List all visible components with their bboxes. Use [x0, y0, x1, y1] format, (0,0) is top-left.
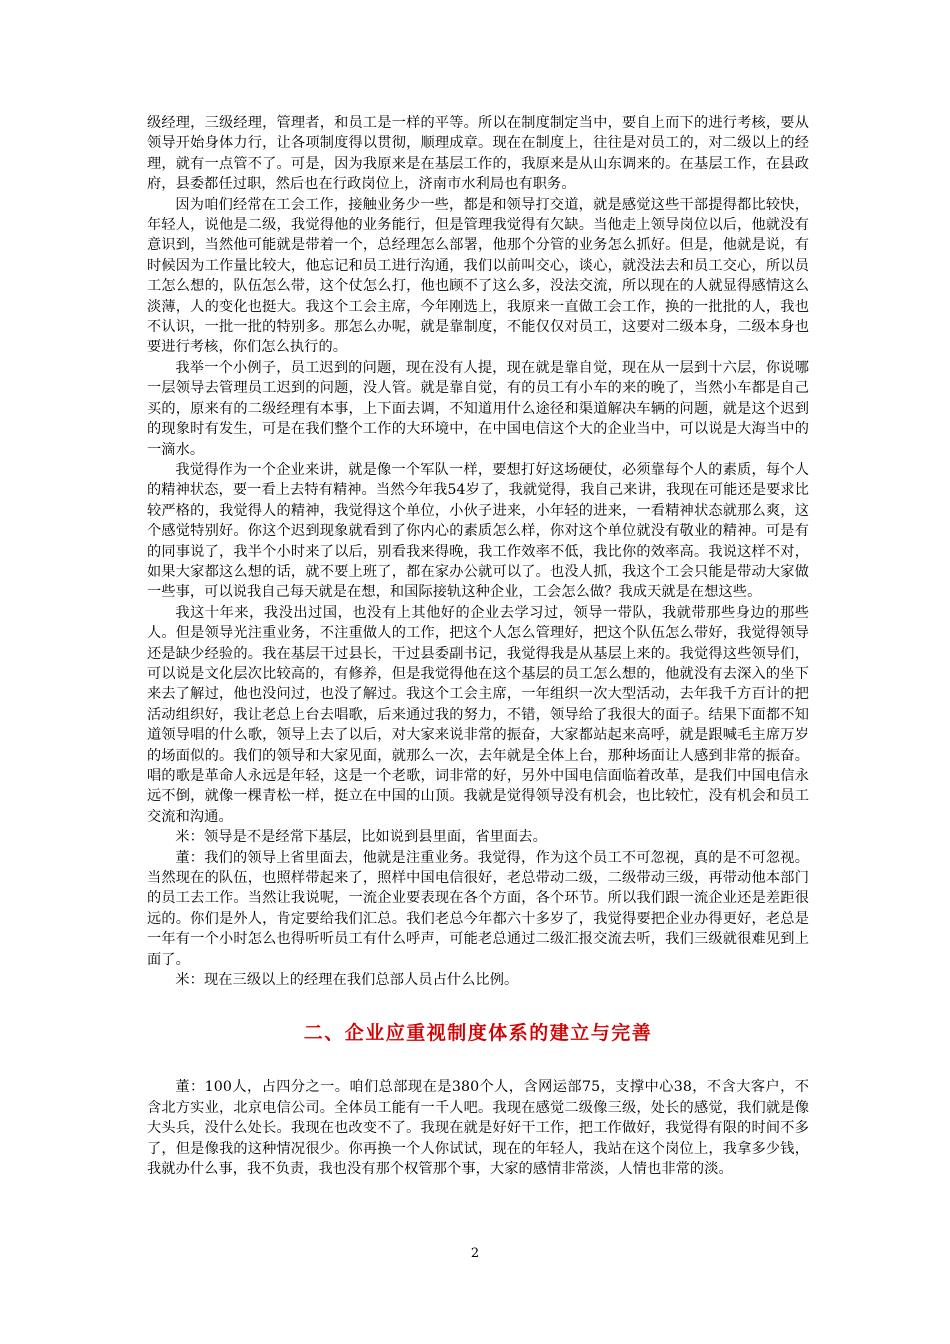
paragraph: 级经理，三级经理，管理者，和员工是一样的平等。所以在制度制定当中，要自上而下的进行考核，要从领导开始身体力行，让各项制度得以贯彻，顺理成章。现在在制度上，往往是对员工的，对二级以上的经理，就有一点管不了。可是，因为我原来是在基层工作的，我原来是从山东调来的。在基层工作，在县政府，县委都任过职，然后也在行政岗位上，济南市水利局也有职务。 — [147, 115, 809, 193]
paragraph: 我举一个小例子，员工迟到的问题，现在没有人提，现在就是靠自觉，现在从一层到十六层，你说哪一层领导去管理员工迟到的问题，没人管。就是靠自觉，有的员工有小车的来的晚了，当然小车都是自己买的，原来有的二级经理有本事，上下面去调，不知道用什么途径和渠道解决车辆的问题，就是这个迟到的现象时有发生，可是在我们整个工作的大环境中，在中国电信这个大的企业当中，可以说是大海当中的一滴水。 — [147, 359, 809, 458]
dialogue-line: 米：领导是不是经常下基层，比如说到县里面，省里面去。 — [175, 829, 547, 846]
paragraph: 我觉得作为一个企业来讲，就是像一个军队一样，要想打好这场硬仗，必须靠每个人的素质，每个人的精神状态，要一看上去特有精神。当然今年我54岁了，我就觉得，我自己来讲，我现在可能还是要求比较严格的，我觉得人的精神，我觉得这个单位，小伙子进来，小年轻的进来，一看精神状态就那么爽，这个感觉特别好。你这个迟到现象就看到了你内心的素质怎么样，你对这个单位就没有敬业的精神。可是有的同事说了，我半个小时来了以后，别看我来得晚，我工作效率不低，我比你的效率高。我说这样不对，如果大家都这么想的话，就不要上班了，都在家办公就可以了。也没人抓，我这个工会只能是带动大家做一些事，可以说我自己每天就是在想，和国际接轨这种企业，工会怎么做？我成天就是在想这些。 — [147, 461, 809, 601]
paragraph: 我这十年来，我没出过国，也没有上其他好的企业去学习过，领导一带队，我就带那些身边的那些人。但是领导光注重业务，不注重做人的工作，把这个人怎么管理好，把这个队伍怎么带好，我觉得领导还是缺少经验的。我在基层干过县长，干过县委副书记，我觉得我是从基层上来的。我觉得这些领导们，可以说是文化层次比较高的，有修养，但是我觉得他在这个基层的员工怎么想的，他就没有去深入的坐下来去了解过，他也没问过，也没了解过。我这个工会主席，一年组织一次大型活动，去年我千方百计的把活动组织好，我让老总上台去唱歌，后来通过我的努力，不错，领导给了我很大的面子。结果下面都不知道领导唱的什么歌，领导上去了以后，对大家来说非常的振奋，大家都站起来高呼，就是跟喊毛主席万岁的场面似的。我们的领导和大家见面，就那么一次，去年就是全体上台，那种场面让人感到非常的振奋。唱的歌是革命人永远是年轻，这是一个老歌，词非常的好，另外中国电信面临着改革，是我们中国电信永远不倒，就像一棵青松一样，挺立在中国的山顶。我就是觉得领导没有机会，也比较忙，没有机会和员工交流和沟通。 — [147, 604, 809, 825]
dialogue-line: 米：现在三级以上的经理在我们总部人员占什么比例。 — [175, 972, 519, 989]
dialogue-line: 董：我们的领导上省里面去，他就是注重业务。我觉得，作为这个员工不可忽视，真的是不可忽视。当然现在的队伍，也照样带起来了，照样中国电信很好，老总带动二级，二级带动三级，再带动他本部门的员工去工作。当然让我说呢，一流企业要表现在各个方面，各个环节。所以我们跟一流企业还是差距很远的。你们是外人，肯定要给我们汇总。我们老总今年都六十多岁了，我觉得要把企业办得更好，老总是一年有一个小时怎么也得听听员工有什么呼声，可能老总通过二级汇报交流去听，我们三级就很难见到上面了。 — [147, 849, 809, 968]
dialogue-line: 董：100人，占四分之一。咱们总部现在是380个人，含网运部75，支撑中心38，不含大客户，不含北方实业，北京电信公司。全体员工能有一千人吧。我现在感觉二级像三级，处长的感觉，我们就是像大头兵，没什么处长。我现在也改变不了。我现在就是好好干工作，把工作做好，我觉得有限的时间不多了，但是像我的这种情况很少。你再换一个人你试试，现在的年轻人，我站在这个岗位上，我拿多少钱，我就办什么事，我不负责，我也没有那个权管那个事，大家的感情非常淡，人情也非常的淡。 — [147, 1079, 809, 1178]
page-number: 2 — [470, 1246, 480, 1261]
paragraph: 因为咱们经常在工会工作，接触业务少一些，都是和领导打交道，就是感觉这些干部提得都比较快，年轻人，说他是二级，我觉得他的业务能行，但是管理我觉得有欠缺。当他走上领导岗位以后，他就没有意识到，当然他可能就是带着一个，总经理怎么部署，他那个分管的业务怎么抓好。但是，他就是说，有时候因为工作量比较大，他忘记和员工进行沟通，我们以前叫交心，谈心，就没法去和员工交心，所以员工怎么想的，队伍怎么带，这个仗怎么打，他也顾不了这么多，没法交流，所以现在的人就显得感情这么淡薄，人的变化也挺大。我这个工会主席，今年刚选上，我原来一直做工会工作，换的一批批的人，我也不认识，一批一批的特别多。那怎么办呢，就是靠制度，不能仅仅对员工，这要对二级本身，二级本身也要进行考核，你们怎么执行的。 — [147, 196, 809, 356]
section-heading: 二、企业应重视制度体系的建立与完善 — [303, 1022, 653, 1045]
body-text — [147, 113, 809, 1180]
